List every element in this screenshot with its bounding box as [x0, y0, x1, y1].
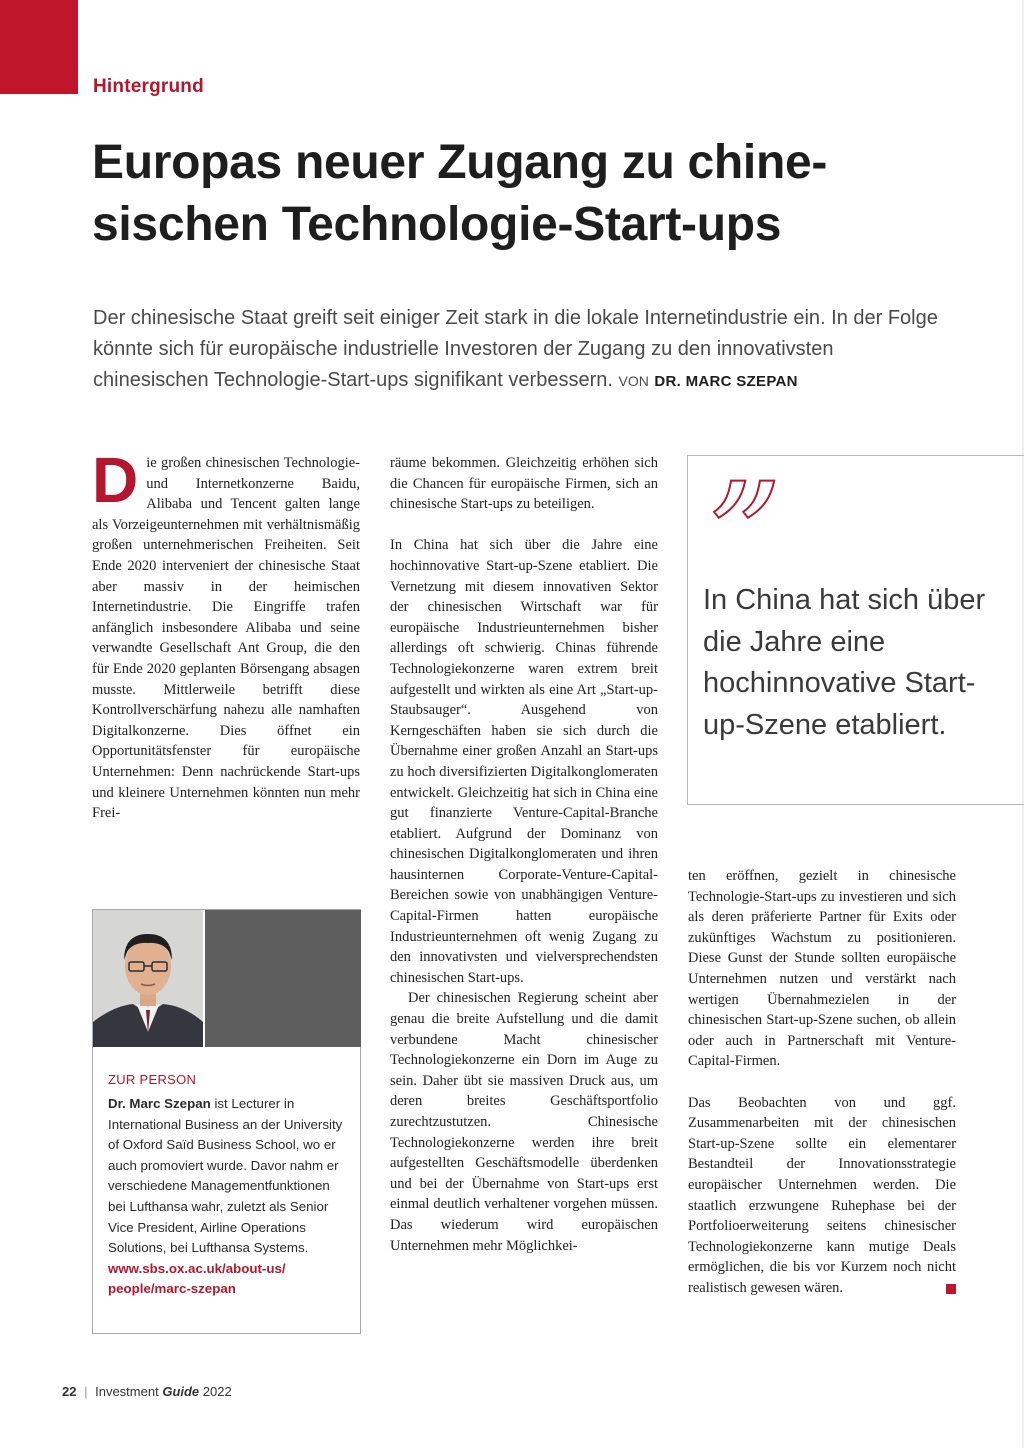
portrait-icon [93, 910, 203, 1047]
publication-year: 2022 [202, 1384, 232, 1399]
lead-paragraph [93, 303, 953, 397]
article-paragraph: ten eröffnen, gezielt in chinesische Technologie-Start-ups zu investieren und sich als deren präferierte Partner für Exits oder zukünftiges Wachstum zu positionieren. Diese Gunst der Stunde sollten europäische Unternehmen nutzen und verstärkt nach wertigen Übernahmezielen in der chinesischen Start-up-Szene suchen, ob allein oder auch in Partnerschaft mit Venture-Capital-Firmen. [688, 868, 956, 1070]
byline-prefix: VON [618, 373, 649, 389]
lead-text: Der chinesische Staat greift seit einiger Zeit stark in die lokale Internetindustrie ein. In der Folge könnte sich für europäische industrielle Investoren der Zugang zu den innovativsten chinesischen Technologie-Start-ups signifikant verbessern. [93, 307, 938, 391]
article-paragraph: Der chinesischen Regierung scheint aber genau die breite Aufstellung und die damit verbundene Macht chinesischer Technologiekonzerne ein Dorn im Auge zu sein. Daher übt sie massiven Druck aus, um deren breites Geschäftsportfolio zurechtzustutzen. Chinesische Technologiekonzerne werden ihre breit aufgestellten Geschäftsmodelle überdenken und bei der Übernahme von Start-ups erst einmal deutlich verhaltener vorgehen müssen. Das wiederum wird europäischen Unternehmen mehr Möglichkei- [390, 990, 658, 1254]
article-column-3 [688, 866, 956, 1298]
page-footer [62, 1384, 232, 1399]
profile-bio-text: ist Lecturer in International Business an der University of Oxford Saïd Business School, wo er auch promoviert wurde. Davor nahm er verschiedene Managementfunktionen bei Lufthansa wahr, zuletzt als Senior Vice President, Airline Operations Solutions, bei Lufthansa Systems. [108, 1096, 343, 1256]
profile-bio [108, 1094, 348, 1300]
end-of-article-icon [946, 1284, 956, 1294]
publication-name-emphasis: Guide [162, 1384, 200, 1399]
article-column-2 [390, 453, 658, 1256]
author-profile-box [92, 909, 361, 1334]
headline [92, 132, 992, 256]
corner-accent-block [0, 0, 78, 94]
profile-link-line-2: people/marc-szepan [108, 1281, 236, 1297]
headline-line-1: Europas neuer Zugang zu chine- [92, 136, 828, 189]
section-label: Hintergrund [93, 76, 204, 97]
article-paragraph [688, 1093, 956, 1299]
headline-line-2: sischen Technologie-Start-ups [92, 198, 782, 251]
profile-name: Dr. Marc Szepan [108, 1096, 211, 1111]
drop-cap: D [92, 444, 139, 516]
article-paragraph-text: Das Beobachten von und ggf. Zusammenarbeiten mit der chinesischen Start-up-Szene sollte ein elementarer Bestandteil der Innovationsstrategie europäischer Unternehmen werden. Die staatlich erzwungene Ruhephase bei der Portfolioerweiterung seitens chinesischer Technologiekonzerne kann mutige Deals ermöglichen, die bis vor Kurzem noch nicht realistisch gewesen wären. [688, 1094, 956, 1296]
quote-mark-icon: ” [706, 452, 783, 626]
author-photo [93, 910, 203, 1047]
byline-author: DR. MARC SZEPAN [654, 373, 798, 390]
footer-separator: | [84, 1384, 88, 1399]
article-paragraph: räume bekommen. Gleichzeitig erhöhen sich die Chancen für europäische Firmen, sich an chinesische Start-ups zu beteiligen. [390, 455, 658, 513]
article-paragraph: In China hat sich über die Jahre eine hochinnovative Start-up-Szene etabliert. Die Vernetzung mit diesem innovativen Sektor der chinesischen Wirtschaft war für europäische Industrieunternehmen bisher allerdings oft schwierig. Chinas führende Technologiekonzerne waren extrem breit aufgestellt und wirkten als eine Art „Start-up-Staubsauger“. Ausgehend von Kerngeschäften haben sie sich durch die Übernahme einer großen Anzahl an Start-ups zu hoch diversifizierten Digitalkonglomeraten entwickelt. Gleichzeitig hat sich in China eine gut finanzierte Venture-Capital-Branche etabliert. Aufgrund der Dominanz von chinesischen Digitalkonglomeraten und ihren hausinternen Corporate-Venture-Capital-Bereichen sowie von unabhängigen Venture-Capital-Firmen hatten europäische Industrieunternehmen oft wenig Zugang zu den innovativsten und vielversprechendsten chinesischen Start-ups. [390, 537, 658, 986]
pull-quote-box [687, 452, 1024, 805]
article-column-1 [92, 444, 360, 824]
profile-link[interactable] [108, 1259, 348, 1300]
publication-name: Investment [95, 1384, 159, 1399]
profile-link-line-1: www.sbs.ox.ac.uk/about-us/ [108, 1260, 286, 1276]
article-paragraph: ie großen chinesischen Technologie- und Internetkonzerne Baidu, Alibaba und Tencent galten lange als Vorzeigeunternehmen mit verhältnismäßig großen unternehmerischen Freiheiten. Seit Ende 2020 interveniert der chinesische Staat aber massiv in der heimischen Internetindustrie. Die Eingriffe trafen anfänglich insbesondere Alibaba und seine verwandte Gesellschaft Ant Group, die den für Ende 2020 geplanten Börsengang absagen musste. Mittlerweile betrifft diese Kontrollverschärfung nahezu alle namhaften Digitalkonzerne. Dies öffnet ein Opportunitätsfenster für europäische Unternehmen: Denn nachrückende Start-ups und kleinere Unternehmen könnten nun mehr Frei- [92, 455, 360, 822]
profile-gray-panel [205, 910, 361, 1047]
profile-label: ZUR PERSON [108, 1072, 197, 1087]
pull-quote-text: In China hat sich über die Jahre eine hochinnovative Start-up-Szene etabliert. [703, 584, 986, 741]
page-number: 22 [62, 1384, 77, 1399]
